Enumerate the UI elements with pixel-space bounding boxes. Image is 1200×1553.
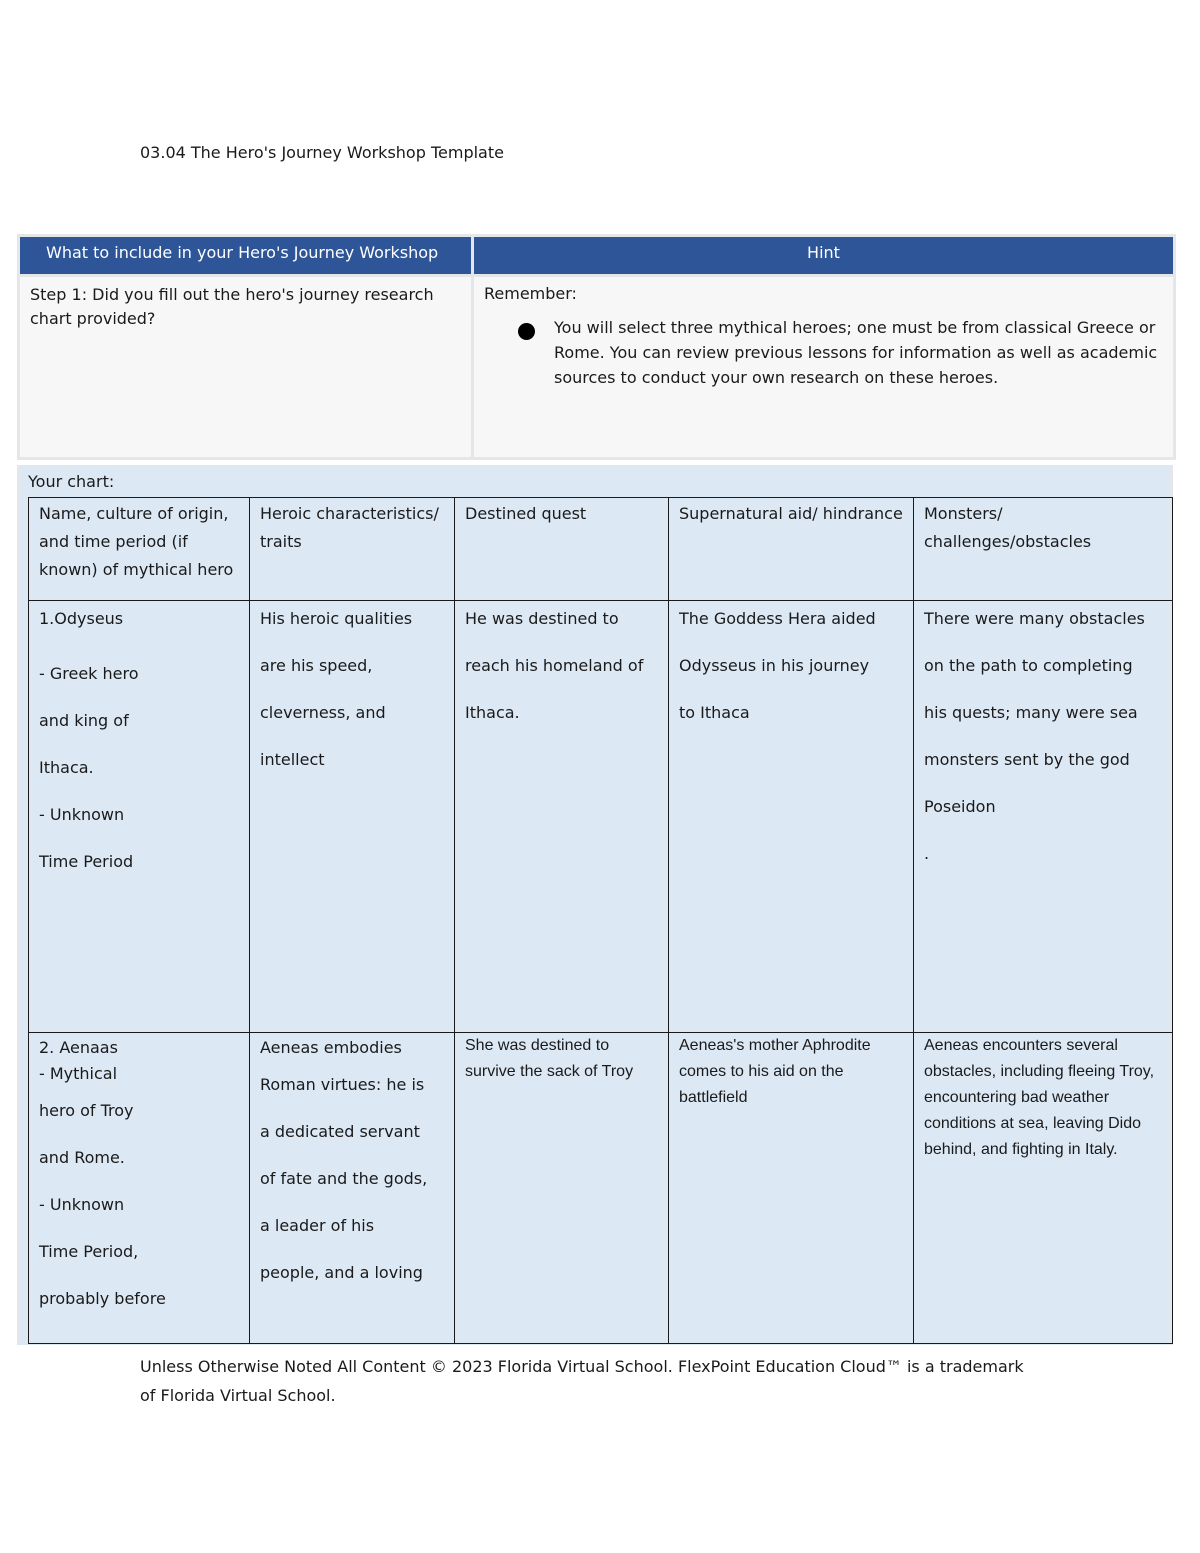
- row1-obstacles-line: Poseidon: [924, 797, 996, 816]
- row1-hero-line: and king of: [39, 711, 129, 730]
- row1-aid-line: to Ithaca: [679, 703, 750, 722]
- table-row: [29, 601, 1173, 1033]
- row2-traits-cell: [250, 1033, 455, 1344]
- row2-traits-line: a leader of his: [260, 1216, 375, 1235]
- row2-traits-line: Aeneas embodies: [260, 1038, 402, 1057]
- row1-aid-line: Odysseus in his journey: [679, 656, 870, 675]
- col-quest: Destined quest: [455, 498, 669, 601]
- row2-hero-line: Time Period,: [39, 1242, 139, 1261]
- table-row: [29, 1033, 1173, 1344]
- row1-hero-line: Time Period: [39, 852, 134, 871]
- row1-obstacles-line: .: [924, 844, 930, 863]
- row2-traits-line: Roman virtues: he is: [260, 1075, 425, 1094]
- workshop-table: [17, 234, 1176, 460]
- hint-bullet-item: [554, 315, 1163, 390]
- hint-bullet-text: You will select three mythical heroes; one must be from classical Greece or Rome. You can review previous lessons for information as well as academic sources to conduct your own research on these heroes.: [554, 318, 1158, 387]
- row1-hero-line: Ithaca.: [39, 758, 94, 777]
- step-1-cell: Step 1: Did you fill out the hero's journey research chart provided?: [19, 276, 473, 459]
- row2-traits-line: of fate and the gods,: [260, 1169, 428, 1188]
- row2-hero-line: - Mythical: [39, 1064, 118, 1083]
- row1-hero-cell: [29, 601, 250, 1033]
- row1-quest-cell: [455, 601, 669, 1033]
- col-hero-name: Name, culture of origin, and time period (if known) of mythical hero: [29, 498, 250, 601]
- row1-traits-cell: [250, 601, 455, 1033]
- col-obstacles: Monsters/ challenges/obstacles: [914, 498, 1173, 601]
- copyright-footer: Unless Otherwise Noted All Content © 2023 Florida Virtual School. FlexPoint Education Cloud™ is a trademark of Florida Virtual School.: [140, 1357, 1024, 1405]
- row2-hero-line: - Unknown: [39, 1195, 125, 1214]
- row1-quest-line: Ithaca.: [465, 703, 520, 722]
- row1-obstacles-line: his quests; many were sea: [924, 703, 1138, 722]
- header-hint: Hint: [473, 236, 1175, 276]
- row1-obstacles-cell: [914, 601, 1173, 1033]
- row1-quest-line: He was destined to: [465, 609, 619, 628]
- row1-traits-line: intellect: [260, 750, 325, 769]
- header-include: What to include in your Hero's Journey Workshop: [19, 236, 473, 276]
- row2-aid-cell: Aeneas's mother Aphrodite comes to his aid on the battlefield: [669, 1033, 914, 1344]
- row1-aid-cell: [669, 601, 914, 1033]
- chart-label: Your chart:: [28, 472, 115, 491]
- remember-label: Remember:: [484, 284, 577, 303]
- row1-obstacles-line: There were many obstacles: [924, 609, 1145, 628]
- bullet-icon: [518, 323, 535, 340]
- row2-obstacles-cell: Aeneas encounters several obstacles, including fleeing Troy, encountering bad weather conditions at sea, leaving Dido behind, and fighting in Italy.: [914, 1033, 1173, 1344]
- row2-hero-cell: [29, 1033, 250, 1344]
- row2-traits-line: a dedicated servant: [260, 1122, 420, 1141]
- document-title: 03.04 The Hero's Journey Workshop Template: [140, 143, 504, 162]
- row1-hero-line: 1.Odyseus: [39, 609, 124, 628]
- row1-traits-line: His heroic qualities: [260, 609, 413, 628]
- row1-quest-line: reach his homeland of: [465, 656, 644, 675]
- row1-traits-line: cleverness, and: [260, 703, 386, 722]
- row1-hero-line: - Unknown: [39, 805, 125, 824]
- hint-cell: [473, 276, 1175, 459]
- row2-hero-line: hero of Troy: [39, 1101, 134, 1120]
- hero-chart: [28, 497, 1173, 1344]
- row1-hero-line: - Greek hero: [39, 664, 139, 683]
- row1-obstacles-line: on the path to completing: [924, 656, 1133, 675]
- row2-hero-line: probably before: [39, 1289, 166, 1308]
- row2-hero-line: and Rome.: [39, 1148, 125, 1167]
- hint-list: [484, 315, 1163, 390]
- row1-traits-line: are his speed,: [260, 656, 373, 675]
- row2-traits-line: people, and a loving: [260, 1263, 423, 1282]
- col-aid: Supernatural aid/ hindrance: [669, 498, 914, 601]
- col-traits: Heroic characteristics/ traits: [250, 498, 455, 601]
- row2-hero-line: 2. Aenaas: [39, 1038, 118, 1057]
- row1-obstacles-line: monsters sent by the god: [924, 750, 1130, 769]
- row2-quest-cell: She was destined to survive the sack of Troy: [455, 1033, 669, 1344]
- row1-aid-line: The Goddess Hera aided: [679, 609, 876, 628]
